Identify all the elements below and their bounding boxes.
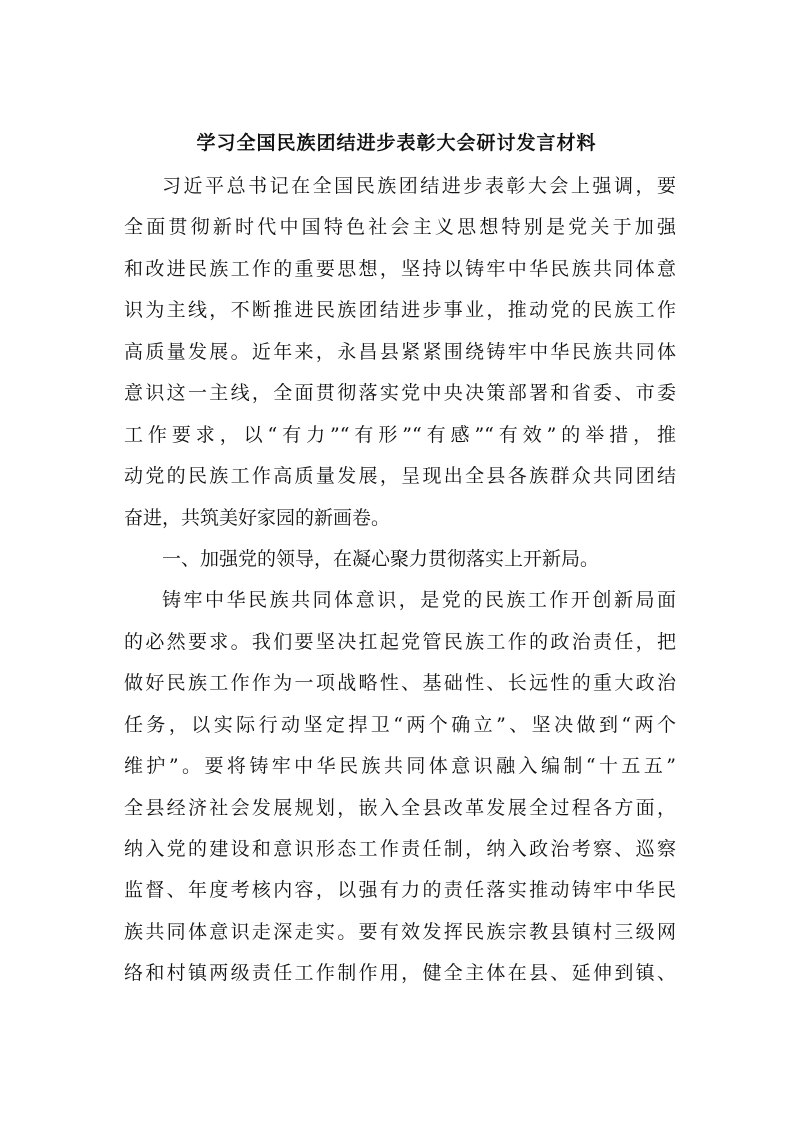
text-line: 识为主线，不断推进民族团结进步事业，推动党的民族工作 bbox=[124, 299, 676, 322]
text-line: 任务，以实际行动坚定捍卫“两个确立”、坚决做到“两个 bbox=[124, 713, 676, 736]
text-line: 意识这一主线，全面贯彻落实党中央决策部署和省委、市委 bbox=[124, 382, 676, 405]
document-body bbox=[124, 166, 676, 995]
text-line: 维护”。要将铸牢中华民族共同体意识融入编制“十五五” bbox=[124, 755, 676, 778]
text-line: 铸牢中华民族共同体意识，是党的民族工作开创新局面 bbox=[162, 589, 676, 612]
text-line: 全县经济社会发展规划，嵌入全县改革发展全过程各方面， bbox=[124, 796, 676, 819]
text-line: 络和村镇两级责任工作制作用，健全主体在县、延伸到镇、 bbox=[124, 962, 676, 985]
text-line: 奋进，共筑美好家园的新画卷。 bbox=[124, 506, 391, 529]
text-line: 做好民族工作作为一项战略性、基础性、长远性的重大政治 bbox=[124, 672, 676, 695]
text-line: 族共同体意识走深走实。要有效发挥民族宗教县镇村三级网 bbox=[124, 920, 676, 943]
text-line: 监督、年度考核内容，以强有力的责任落实推动铸牢中华民 bbox=[124, 879, 676, 902]
text-line: 的必然要求。我们要坚决扛起党管民族工作的政治责任，把 bbox=[124, 630, 676, 653]
document-title: 学习全国民族团结进步表彰大会研讨发言材料 bbox=[196, 132, 597, 154]
text-line: 一、加强党的领导，在凝心聚力贯彻落实上开新局。 bbox=[162, 547, 600, 570]
text-line: 全面贯彻新时代中国特色社会主义思想特别是党关于加强 bbox=[124, 216, 676, 239]
text-line: 和改进民族工作的重要思想，坚持以铸牢中华民族共同体意 bbox=[124, 257, 676, 280]
text-line: 习近平总书记在全国民族团结进步表彰大会上强调，要 bbox=[162, 175, 676, 197]
text-line: 高质量发展。近年来，永昌县紧紧围绕铸牢中华民族共同体 bbox=[124, 340, 676, 363]
text-line: 工作要求，以“有力”“有形”“有感”“有效”的举措，推 bbox=[124, 423, 676, 446]
text-line: 动党的民族工作高质量发展，呈现出全县各族群众共同团结 bbox=[124, 465, 676, 488]
text-line: 纳入党的建设和意识形态工作责任制，纳入政治考察、巡察 bbox=[124, 838, 676, 860]
